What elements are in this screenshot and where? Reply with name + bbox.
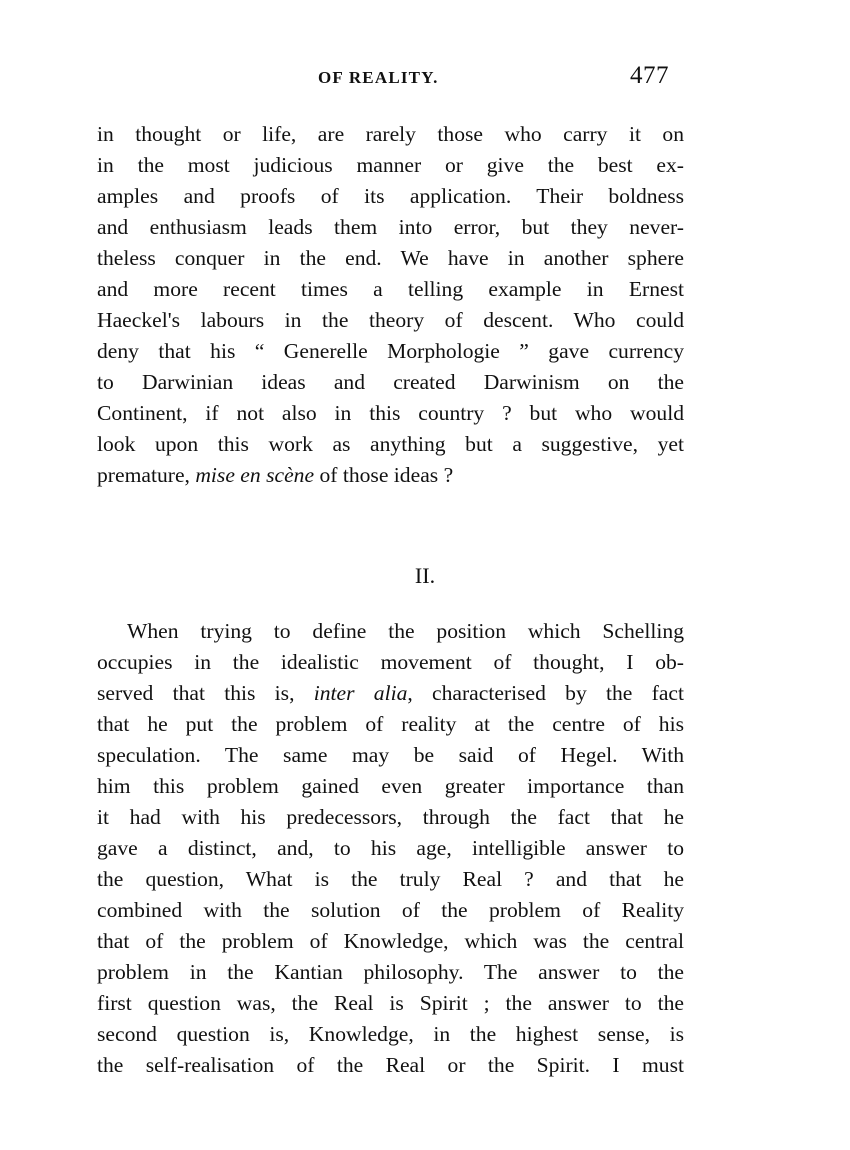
text-line — [97, 119, 684, 150]
text-line — [97, 460, 684, 491]
text-segment: him this problem gained even greater importance than — [97, 774, 684, 798]
text-line — [97, 771, 684, 802]
text-line — [97, 740, 684, 771]
text-line — [97, 336, 684, 367]
text-segment: problem in the Kantian philosophy. The answer to the — [97, 960, 684, 984]
text-line — [97, 678, 684, 709]
text-segment: Continent, if not also in this country ? but who would — [97, 401, 684, 425]
text-line — [97, 895, 684, 926]
text-segment: in the most judicious manner or give the best ex- — [97, 153, 684, 177]
text-line — [97, 398, 684, 429]
text-line — [97, 957, 684, 988]
text-segment: look upon this work as anything but a suggestive, yet — [97, 432, 684, 456]
text-line — [97, 212, 684, 243]
text-segment: it had with his predecessors, through the fact that he — [97, 805, 684, 829]
section-number: II. — [414, 563, 436, 588]
text-segment: that he put the problem of reality at the centre of his — [97, 712, 684, 736]
text-segment: second question is, Knowledge, in the highest sense, is — [97, 1022, 684, 1046]
text-line — [97, 1019, 684, 1050]
text-line — [97, 926, 684, 957]
text-segment: and more recent times a telling example in Ernest — [97, 277, 684, 301]
text-segment: first question was, the Real is Spirit ; the answer to the — [97, 991, 684, 1015]
text-segment: speculation. The same may be said of Hegel. With — [97, 743, 684, 767]
running-head — [0, 62, 850, 96]
text-segment: occupies in the idealistic movement of thought, I ob- — [97, 650, 684, 674]
italic-phrase: inter alia — [313, 681, 408, 705]
text-segment: combined with the solution of the problem of Reality — [97, 898, 684, 922]
paragraph-section-two — [97, 616, 684, 1081]
text-line — [97, 802, 684, 833]
text-segment: gave a distinct, and, to his age, intelligible answer to — [97, 836, 684, 860]
text-line — [97, 429, 684, 460]
text-line — [97, 1050, 684, 1081]
text-segment: the question, What is the truly Real ? and that he — [97, 867, 684, 891]
text-segment: , characterised by the fact — [407, 681, 684, 705]
italic-phrase: mise en scène — [195, 463, 315, 487]
text-line — [97, 616, 684, 647]
text-line — [97, 709, 684, 740]
paragraph-continuation — [97, 119, 684, 491]
text-segment: amples and proofs of its application. Their boldness — [97, 184, 684, 208]
text-line — [97, 150, 684, 181]
text-segment: the self-realisation of the Real or the Spirit. I must — [97, 1053, 684, 1077]
page-number: 477 — [630, 62, 669, 89]
text-segment: in thought or life, are rarely those who carry it on — [97, 122, 684, 146]
text-line — [97, 305, 684, 336]
text-line — [97, 864, 684, 895]
text-segment: Haeckel's labours in the theory of descent. Who could — [97, 308, 684, 332]
text-line — [97, 988, 684, 1019]
text-line — [97, 243, 684, 274]
text-line — [97, 367, 684, 398]
running-title: OF REALITY. — [318, 68, 439, 87]
text-segment: When trying to define the position which Schelling — [127, 619, 684, 643]
text-segment: and enthusiasm leads them into error, but they never- — [97, 215, 684, 239]
text-segment: theless conquer in the end. We have in another sphere — [97, 246, 684, 270]
text-line — [97, 647, 684, 678]
text-segment: premature, — [97, 463, 196, 487]
text-line — [97, 833, 684, 864]
text-line — [97, 274, 684, 305]
text-segment: deny that his “ Generelle Morphologie ” gave currency — [97, 339, 684, 363]
text-segment: to Darwinian ideas and created Darwinism on the — [97, 370, 684, 394]
text-segment: of those ideas ? — [314, 463, 454, 487]
text-line — [97, 181, 684, 212]
text-segment: served that this is, — [97, 681, 314, 705]
text-segment: that of the problem of Knowledge, which was the central — [97, 929, 684, 953]
